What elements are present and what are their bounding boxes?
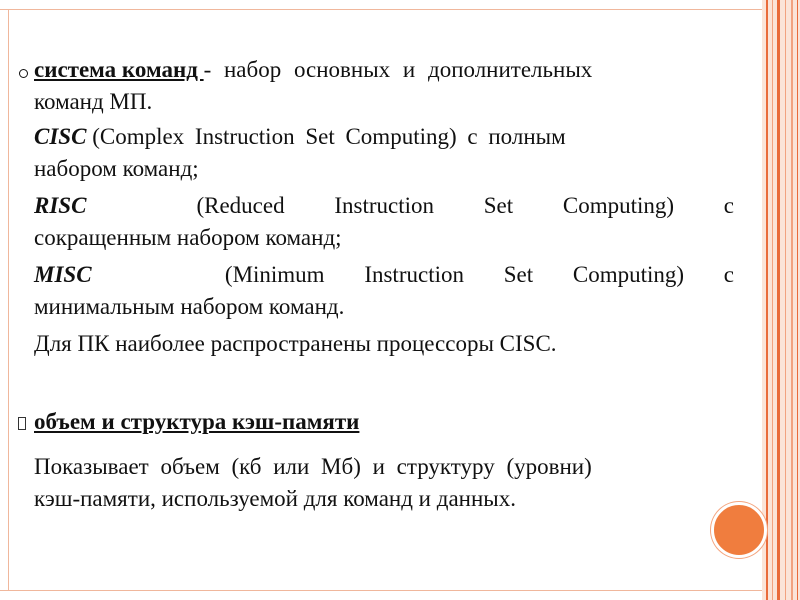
decorative-stripe bbox=[766, 0, 768, 600]
pc-processors-line: Для ПК наиболее распространены процессоры CISC. bbox=[34, 331, 557, 356]
instruction-set-definition-line2: команд МП. bbox=[34, 89, 153, 114]
risc-abbreviation: RISC bbox=[34, 193, 87, 218]
misc-description: (Minimum Instruction Set Computing) с bbox=[224, 262, 734, 287]
left-border-line bbox=[8, 9, 9, 591]
decorative-stripe bbox=[785, 0, 786, 600]
cisc-line2: набором команд; bbox=[34, 156, 199, 181]
decorative-stripe bbox=[777, 0, 780, 600]
misc-abbreviation: MISC bbox=[34, 262, 92, 287]
decorative-stripe bbox=[772, 0, 773, 600]
bullet-square-icon bbox=[18, 417, 26, 430]
cache-description-line1: Показывает объем (кб или Мб) и структуру (уровни) bbox=[34, 454, 592, 479]
instruction-set-term: система команд bbox=[34, 57, 204, 82]
risc-line1 bbox=[34, 191, 734, 221]
cache-description-line2: кэш-памяти, используемой для команд и данных. bbox=[34, 486, 516, 511]
instruction-set-definition: - набор основных и дополнительных bbox=[203, 57, 593, 82]
cache-heading: объем и структура кэш-памяти bbox=[34, 409, 360, 434]
top-border-line bbox=[0, 9, 762, 10]
cisc-abbreviation: CISC bbox=[34, 124, 87, 149]
cisc-description: (Complex Instruction Set Computing) с полным bbox=[92, 124, 566, 149]
instruction-set-definition-line1 bbox=[34, 55, 734, 85]
bullet-circle-icon bbox=[19, 69, 28, 78]
cisc-line1 bbox=[34, 122, 734, 152]
risc-description: (Reduced Instruction Set Computing) с bbox=[196, 193, 734, 218]
misc-line2: минимальным набором команд. bbox=[34, 294, 345, 319]
misc-line1 bbox=[34, 260, 734, 290]
decorative-stripe bbox=[797, 0, 798, 600]
risc-line2: сокращенным набором команд; bbox=[34, 225, 342, 250]
decorative-stripe bbox=[791, 0, 793, 600]
cache-heading-line bbox=[34, 407, 734, 437]
bottom-border-line bbox=[0, 590, 762, 591]
